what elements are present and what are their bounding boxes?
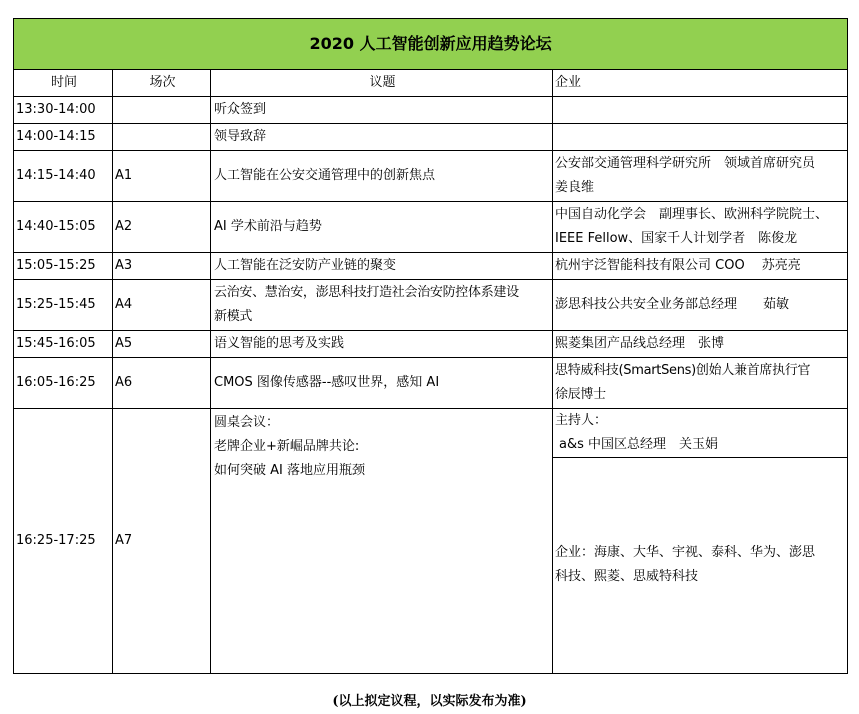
topic-cell: 听众签到 bbox=[211, 97, 553, 124]
table-row bbox=[14, 409, 848, 674]
session-cell bbox=[113, 124, 211, 151]
topic-cell bbox=[211, 409, 553, 674]
topic-cell: 领导致辞 bbox=[211, 124, 553, 151]
company-cell: 澎思科技公共安全业务部总经理 茹敏 bbox=[553, 280, 848, 331]
table-row bbox=[14, 253, 848, 280]
topic-line: 云治安、慧治安，澎思科技打造社会治安防控体系建设 bbox=[214, 285, 519, 300]
header-topic: 议题 bbox=[211, 70, 553, 97]
session-cell bbox=[113, 97, 211, 124]
topic-cell bbox=[211, 280, 553, 331]
time-cell: 13:30-14:00 bbox=[14, 97, 113, 124]
company-cell bbox=[553, 97, 848, 124]
company-line: 思特威科技(SmartSens)创始人兼首席执行官 bbox=[555, 363, 811, 378]
header-company: 企业 bbox=[553, 70, 848, 97]
time-cell: 16:25-17:25 bbox=[14, 409, 113, 674]
agenda-footnote: (以上拟定议程，以实际发布为准) bbox=[332, 694, 527, 709]
host-label: 主持人： bbox=[555, 413, 608, 428]
topic-line: 圆桌会议： bbox=[214, 415, 280, 430]
time-cell: 15:05-15:25 bbox=[14, 253, 113, 280]
members-line: 企业：海康、大华、宇视、泰科、华为、澎思 bbox=[555, 544, 816, 560]
topic-cell: 语义智能的思考及实践 bbox=[211, 331, 553, 358]
session-cell: A4 bbox=[113, 280, 211, 331]
company-cell bbox=[553, 358, 848, 409]
time-cell: 15:45-16:05 bbox=[14, 331, 113, 358]
time-cell: 14:15-14:40 bbox=[14, 151, 113, 202]
table-row bbox=[14, 97, 848, 124]
time-cell: 14:00-14:15 bbox=[14, 124, 113, 151]
session-cell: A5 bbox=[113, 331, 211, 358]
company-cell bbox=[553, 202, 848, 253]
topic-cell: AI 学术前沿与趋势 bbox=[211, 202, 553, 253]
company-line: 中国自动化学会 副理事长、欧洲科学院院士、 bbox=[555, 207, 829, 222]
table-row bbox=[14, 151, 848, 202]
time-cell: 16:05-16:25 bbox=[14, 358, 113, 409]
header-time: 时间 bbox=[14, 70, 113, 97]
company-line: 公安部交通管理科学研究所 领域首席研究员 bbox=[555, 156, 816, 171]
table-row bbox=[14, 202, 848, 253]
company-cell bbox=[553, 409, 848, 674]
host-name: a&s 中国区总经理 关玉娟 bbox=[559, 437, 719, 452]
time-cell: 15:25-15:45 bbox=[14, 280, 113, 331]
company-cell: 熙菱集团产品线总经理 张博 bbox=[553, 331, 848, 358]
time-cell: 14:40-15:05 bbox=[14, 202, 113, 253]
header-row bbox=[14, 70, 848, 97]
host-section bbox=[553, 409, 847, 458]
table-row bbox=[14, 280, 848, 331]
topic-line: 新模式 bbox=[214, 309, 253, 324]
company-cell bbox=[553, 151, 848, 202]
topic-line: 老牌企业+新崛品牌共论: bbox=[214, 439, 360, 454]
topic-line: 如何突破 AI 落地应用瓶颈 bbox=[214, 463, 365, 478]
company-line: 姜良维 bbox=[555, 180, 595, 195]
session-cell: A6 bbox=[113, 358, 211, 409]
company-line: IEEE Fellow、国家千人计划学者 陈俊龙 bbox=[555, 231, 798, 246]
table-row bbox=[14, 124, 848, 151]
company-cell bbox=[553, 124, 848, 151]
table-row bbox=[14, 358, 848, 409]
members-section bbox=[553, 458, 847, 671]
agenda-title: 2020 人工智能创新应用趋势论坛 bbox=[14, 19, 848, 70]
company-line: 徐辰博士 bbox=[555, 387, 606, 402]
agenda-sheet bbox=[13, 18, 847, 674]
topic-cell: 人工智能在公安交通管理中的创新焦点 bbox=[211, 151, 553, 202]
session-cell: A3 bbox=[113, 253, 211, 280]
session-cell: A1 bbox=[113, 151, 211, 202]
members-line: 科技、熙菱、思威特科技 bbox=[555, 568, 699, 584]
table-row bbox=[14, 331, 848, 358]
session-cell: A7 bbox=[113, 409, 211, 674]
topic-cell: CMOS 图像传感器--感叹世界，感知 AI bbox=[211, 358, 553, 409]
agenda-table bbox=[13, 18, 848, 674]
session-cell: A2 bbox=[113, 202, 211, 253]
header-session: 场次 bbox=[113, 70, 211, 97]
company-cell: 杭州宇泛智能科技有限公司 COO 苏亮亮 bbox=[553, 253, 848, 280]
topic-cell: 人工智能在泛安防产业链的聚变 bbox=[211, 253, 553, 280]
